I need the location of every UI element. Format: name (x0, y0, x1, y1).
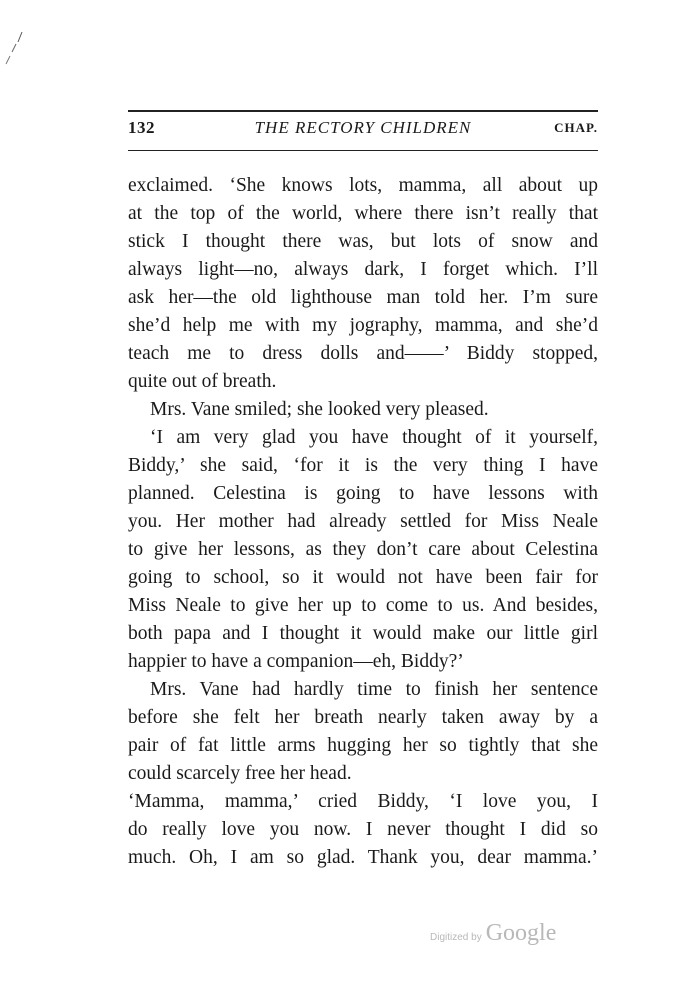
text-line: Mrs. Vane smiled; she looked very pleased. (150, 399, 489, 420)
text-line: going to school, so it would not have been fair for (128, 567, 598, 588)
text-line: Mrs. Vane had hardly time to finish her sentence (150, 679, 598, 700)
text-line: happier to have a companion—eh, Biddy?’ (128, 651, 464, 672)
body-text (128, 172, 598, 872)
text-line: Miss Neale to give her up to come to us. And besides, (128, 595, 598, 616)
text-line: do really love you now. I never thought I did so (128, 819, 598, 840)
text-line: exclaimed. ‘She knows lots, mamma, all about up (128, 175, 598, 196)
text-line: quite out of breath. (128, 371, 277, 392)
text-line: pair of fat little arms hugging her so tightly that she (128, 735, 598, 756)
text-line: ask her—the old lighthouse man told her. I’m sure (128, 287, 598, 308)
text-line: planned. Celestina is going to have lessons with (128, 483, 598, 504)
text-line: you. Her mother had already settled for Miss Neale (128, 511, 598, 532)
pencil-mark-icon (4, 30, 24, 70)
header-bottom-rule (128, 150, 598, 151)
text-line: ‘Mamma, mamma,’ cried Biddy, ‘I love you, I (128, 791, 598, 812)
text-line: stick I thought there was, but lots of snow and (128, 231, 598, 252)
text-line: could scarcely free her head. (128, 763, 352, 784)
page-header (128, 110, 598, 150)
text-line: to give her lessons, as they don’t care about Celestina (128, 539, 598, 560)
text-line: at the top of the world, where there isn’t really that (128, 203, 598, 224)
running-title: THE RECTORY CHILDREN (254, 118, 472, 137)
google-logo: Google (485, 920, 557, 946)
text-line: much. Oh, I am so glad. Thank you, dear mamma.’ (128, 847, 598, 868)
digitized-watermark (430, 920, 556, 947)
digitized-prefix: Digitized by (430, 932, 482, 943)
page-number: 132 (128, 118, 155, 137)
text-line: she’d help me with my jography, mamma, and she’d (128, 315, 598, 336)
text-line: before she felt her breath nearly taken away by a (128, 707, 598, 728)
text-line: always light—no, always dark, I forget which. I’ll (128, 259, 598, 280)
text-line: Biddy,’ she said, ‘for it is the very thing I have (128, 455, 598, 476)
header-top-rule (128, 110, 598, 112)
chapter-label: CHAP. (554, 120, 598, 135)
text-line: teach me to dress dolls and——’ Biddy stopped, (128, 343, 598, 364)
text-line: both papa and I thought it would make our little girl (128, 623, 598, 644)
text-line: ‘I am very glad you have thought of it yourself, (150, 427, 598, 448)
